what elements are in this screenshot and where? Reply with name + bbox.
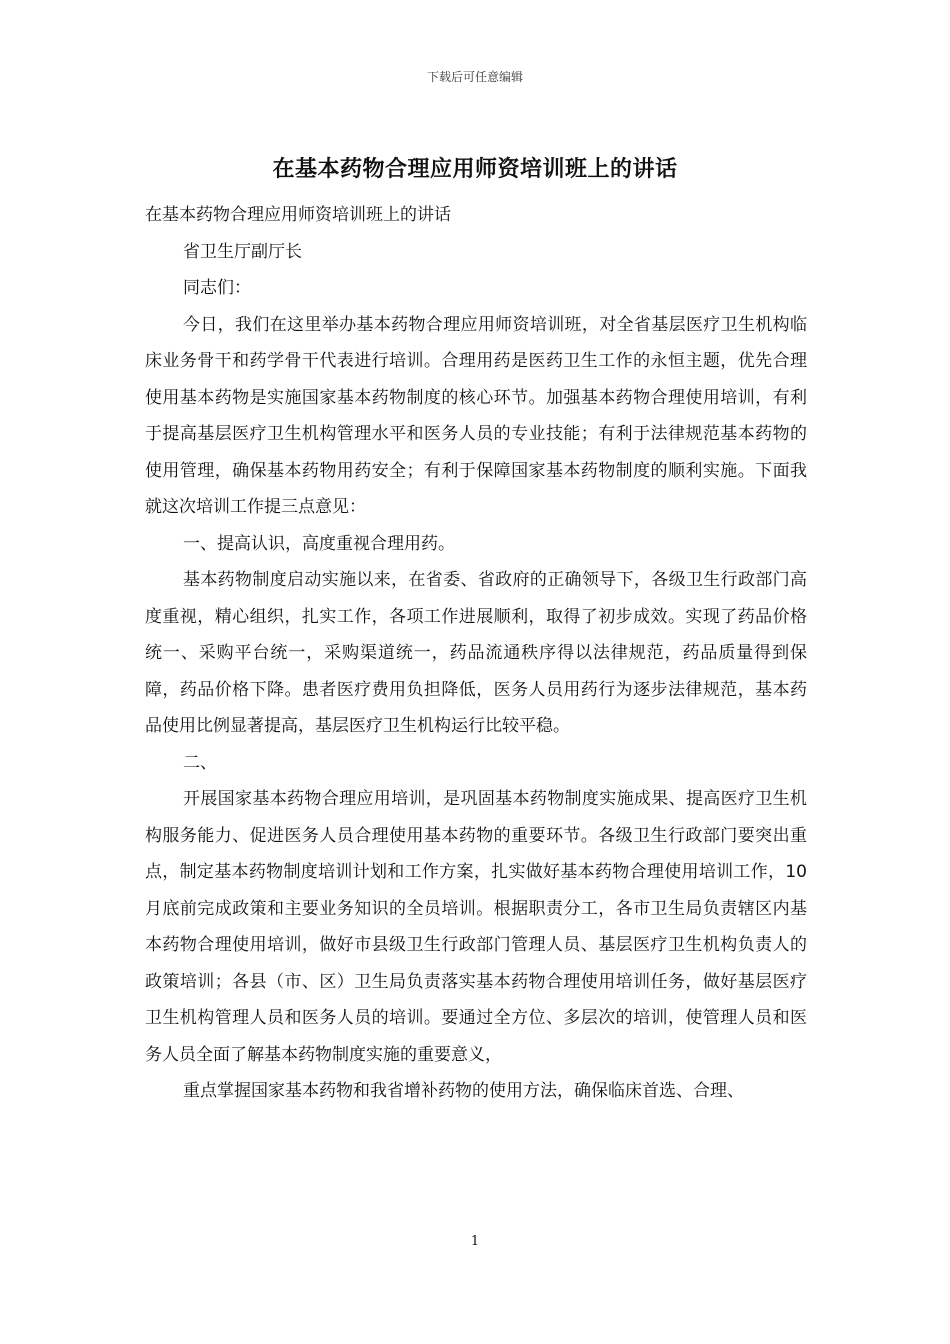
section-heading-1: 一、提高认识，高度重视合理用药。: [183, 533, 455, 554]
subtitle-line: 在基本药物合理应用师资培训班上的讲话: [145, 205, 451, 225]
salutation: 同志们：: [183, 278, 251, 298]
speaker-line: 省卫生厅副厅长: [183, 241, 302, 262]
page-header: 下载后可任意编辑: [426, 70, 523, 84]
document-title: 在基本药物合理应用师资培训班上的讲话: [272, 157, 678, 182]
page-number: 1: [470, 1234, 480, 1249]
paragraph-section-1: 基本药物制度启动实施以来，在省委、省政府的正确领导下，各级卫生行政部门高度重视，精心组织，扎实工作，各项工作进展顺利，取得了初步成效。实现了药品价格统一、采购平台统一，采购渠道统一，药品流通秩序得以法律规范，药品质量得到保障，药品价格下降。患者医疗费用负担降低，医务人员用药行为逐步法律规范，基本药品使用比例显著提高，基层医疗卫生机构运行比较平稳。: [145, 570, 807, 736]
document-body: [145, 197, 807, 1110]
paragraph-section-2: 开展国家基本药物合理应用培训，是巩固基本药物制度实施成果、提高医疗卫生机构服务能力、促进医务人员合理使用基本药物的重要环节。各级卫生行政部门要突出重点，制定基本药物制度培训计划和工作方案，扎实做好基本药物合理使用培训工作，10月底前完成政策和主要业务知识的全员培训。根据职责分工，各市卫生局负责辖区内基本药物合理使用培训，做好市县级卫生行政部门管理人员、基层医疗卫生机构负责人的政策培训；各县（市、区）卫生局负责落实基本药物合理使用培训任务，做好基层医疗卫生机构管理人员和医务人员的培训。要通过全方位、多层次的培训，使管理人员和医务人员全面了解基本药物制度实施的重要意义，: [145, 789, 807, 1065]
paragraph-intro: 今日，我们在这里举办基本药物合理应用师资培训班，对全省基层医疗卫生机构临床业务骨干和药学骨干代表进行培训。合理用药是医药卫生工作的永恒主题，优先合理使用基本药物是实施国家基本药物制度的核心环节。加强基本药物合理使用培训，有利于提高基层医疗卫生机构管理水平和医务人员的专业技能；有利于法律规范基本药物的使用管理，确保基本药物用药安全；有利于保障国家基本药物制度的顺利实施。下面我就这次培训工作提三点意见：: [145, 314, 807, 517]
section-heading-2: 二、: [183, 752, 217, 773]
paragraph-continued: 重点掌握国家基本药物和我省增补药物的使用方法，确保临床首选、合理、: [183, 1081, 744, 1101]
